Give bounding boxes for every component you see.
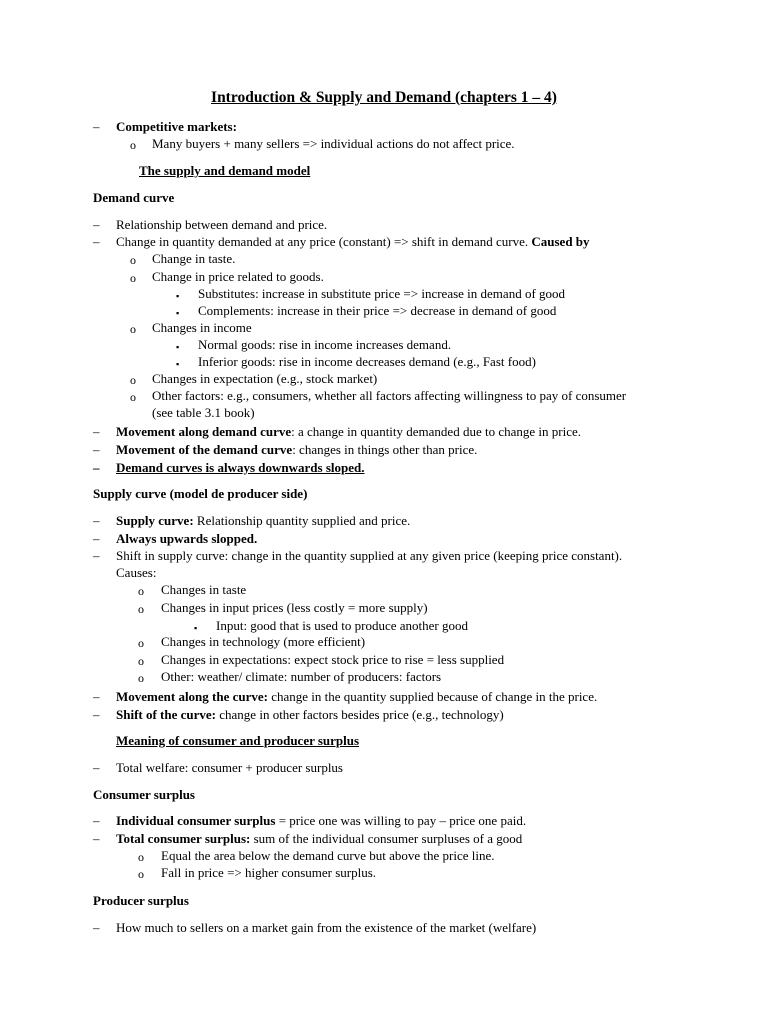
supply-tech: Changes in technology (more efficient) <box>161 634 366 649</box>
section-heading-consumer: Consumer surplus <box>93 787 195 802</box>
demand-other-2: (see table 3.1 book) <box>152 405 255 420</box>
consumer-area: Equal the area below the demand curve but above the price line. <box>161 848 495 863</box>
supply-expect: Changes in expectations: expect stock price to rise = less supplied <box>161 652 505 667</box>
supply-shift-2: Causes: <box>116 565 157 580</box>
demand-related: Change in price related to goods. <box>152 269 324 284</box>
dash-bullet: – <box>93 531 100 546</box>
square-bullet: ▪ <box>176 359 180 369</box>
demand-line-2-bold: Caused by <box>531 234 590 249</box>
supply-shift-text: change in other factors besides price (e.g., technology) <box>219 707 504 722</box>
circle-bullet: o <box>138 584 144 598</box>
section-heading-demand: Demand curve <box>93 190 175 205</box>
square-bullet: ▪ <box>194 623 198 633</box>
supply-curve-text: Relationship quantity supplied and price. <box>196 513 411 528</box>
circle-bullet: o <box>138 602 144 616</box>
demand-inferior: Inferior goods: rise in income decreases demand (e.g., Fast food) <box>198 354 536 369</box>
circle-bullet: o <box>138 671 144 685</box>
dash-bullet: – <box>93 513 100 528</box>
consumer-total-text: sum of the individual consumer surpluses of a good <box>253 831 523 846</box>
demand-of-label: Movement of the demand curve <box>116 442 293 457</box>
supply-shift-label: Shift of the curve: <box>116 707 217 722</box>
demand-complements: Complements: increase in their price => decrease in demand of good <box>198 303 557 318</box>
circle-bullet: o <box>130 322 136 336</box>
demand-substitutes: Substitutes: increase in substitute price => increase in demand of good <box>198 286 566 301</box>
welfare-line: Total welfare: consumer + producer surplus <box>116 760 343 775</box>
demand-line-2 <box>116 234 590 250</box>
section-heading-supply: Supply curve (model de producer side) <box>93 486 308 501</box>
square-bullet: ▪ <box>176 308 180 318</box>
section-heading-producer: Producer surplus <box>93 893 189 908</box>
circle-bullet: o <box>138 636 144 650</box>
supply-upward: Always upwards slopped. <box>116 531 258 546</box>
dash-bullet: – <box>93 217 100 232</box>
consumer-individual-text: = price one was willing to pay – price one paid. <box>278 813 527 828</box>
dash-bullet: – <box>93 460 100 475</box>
dash-bullet: – <box>93 831 100 846</box>
dash-bullet: – <box>93 920 100 935</box>
consumer-total <box>116 831 522 847</box>
supply-curve <box>116 513 410 529</box>
circle-bullet: o <box>130 271 136 285</box>
section-heading-surplus: Meaning of consumer and producer surplus <box>116 733 360 748</box>
consumer-individual <box>116 813 526 829</box>
dash-bullet: – <box>93 234 100 249</box>
consumer-total-label: Total consumer surplus: <box>116 831 251 846</box>
supply-along-text: change in the quantity supplied because of change in the price. <box>271 689 598 704</box>
circle-bullet: o <box>130 390 136 404</box>
supply-curve-label: Supply curve: <box>116 513 194 528</box>
page-title: Introduction & Supply and Demand (chapters 1 – 4) <box>211 89 557 106</box>
square-bullet: ▪ <box>176 342 180 352</box>
dash-bullet: – <box>93 424 100 439</box>
demand-of-text: : changes in things other than price. <box>292 442 478 457</box>
demand-along-text: : a change in quantity demanded due to change in price. <box>291 424 581 439</box>
dash-bullet: – <box>93 442 100 457</box>
dash-bullet: – <box>93 548 100 563</box>
circle-bullet: o <box>130 138 136 152</box>
demand-down: Demand curves is always downwards sloped. <box>116 460 365 475</box>
demand-other-1: Other factors: e.g., consumers, whether all factors affecting willingness to pay of consumer <box>152 388 627 403</box>
demand-of <box>116 442 477 458</box>
competitive-markets-item: Many buyers + many sellers => individual actions do not affect price. <box>152 136 515 151</box>
dash-bullet: – <box>93 119 100 134</box>
dash-bullet: – <box>93 813 100 828</box>
consumer-fall: Fall in price => higher consumer surplus. <box>161 865 377 880</box>
circle-bullet: o <box>138 867 144 881</box>
consumer-individual-label: Individual consumer surplus <box>116 813 276 828</box>
dash-bullet: – <box>93 707 100 722</box>
demand-income: Changes in income <box>152 320 252 335</box>
circle-bullet: o <box>138 850 144 864</box>
demand-taste: Change in taste. <box>152 251 236 266</box>
supply-along <box>116 689 597 705</box>
demand-along-label: Movement along demand curve <box>116 424 292 439</box>
supply-shift <box>116 707 504 723</box>
supply-shift-1: Shift in supply curve: change in the quantity supplied at any given price (keeping price constant). <box>116 548 623 563</box>
circle-bullet: o <box>130 373 136 387</box>
supply-input-def: Input: good that is used to produce another good <box>216 618 469 633</box>
circle-bullet: o <box>138 654 144 668</box>
demand-normal: Normal goods: rise in income increases demand. <box>198 337 452 352</box>
supply-along-label: Movement along the curve: <box>116 689 268 704</box>
dash-bullet: – <box>93 760 100 775</box>
circle-bullet: o <box>130 253 136 267</box>
competitive-markets-label: Competitive markets: <box>116 119 237 134</box>
section-heading-sd-model: The supply and demand model <box>139 163 311 178</box>
demand-line-1: Relationship between demand and price. <box>116 217 328 232</box>
square-bullet: ▪ <box>176 291 180 301</box>
dash-bullet: – <box>93 689 100 704</box>
demand-line-2-text: Change in quantity demanded at any price (constant) => shift in demand curve. <box>116 234 529 249</box>
supply-taste: Changes in taste <box>161 582 247 597</box>
producer-line-1: How much to sellers on a market gain from the existence of the market (welfare) <box>116 920 537 935</box>
supply-input: Changes in input prices (less costly = more supply) <box>161 600 428 615</box>
demand-expectation: Changes in expectation (e.g., stock market) <box>152 371 378 386</box>
demand-along <box>116 424 581 440</box>
supply-other: Other: weather/ climate: number of producers: factors <box>161 669 442 684</box>
